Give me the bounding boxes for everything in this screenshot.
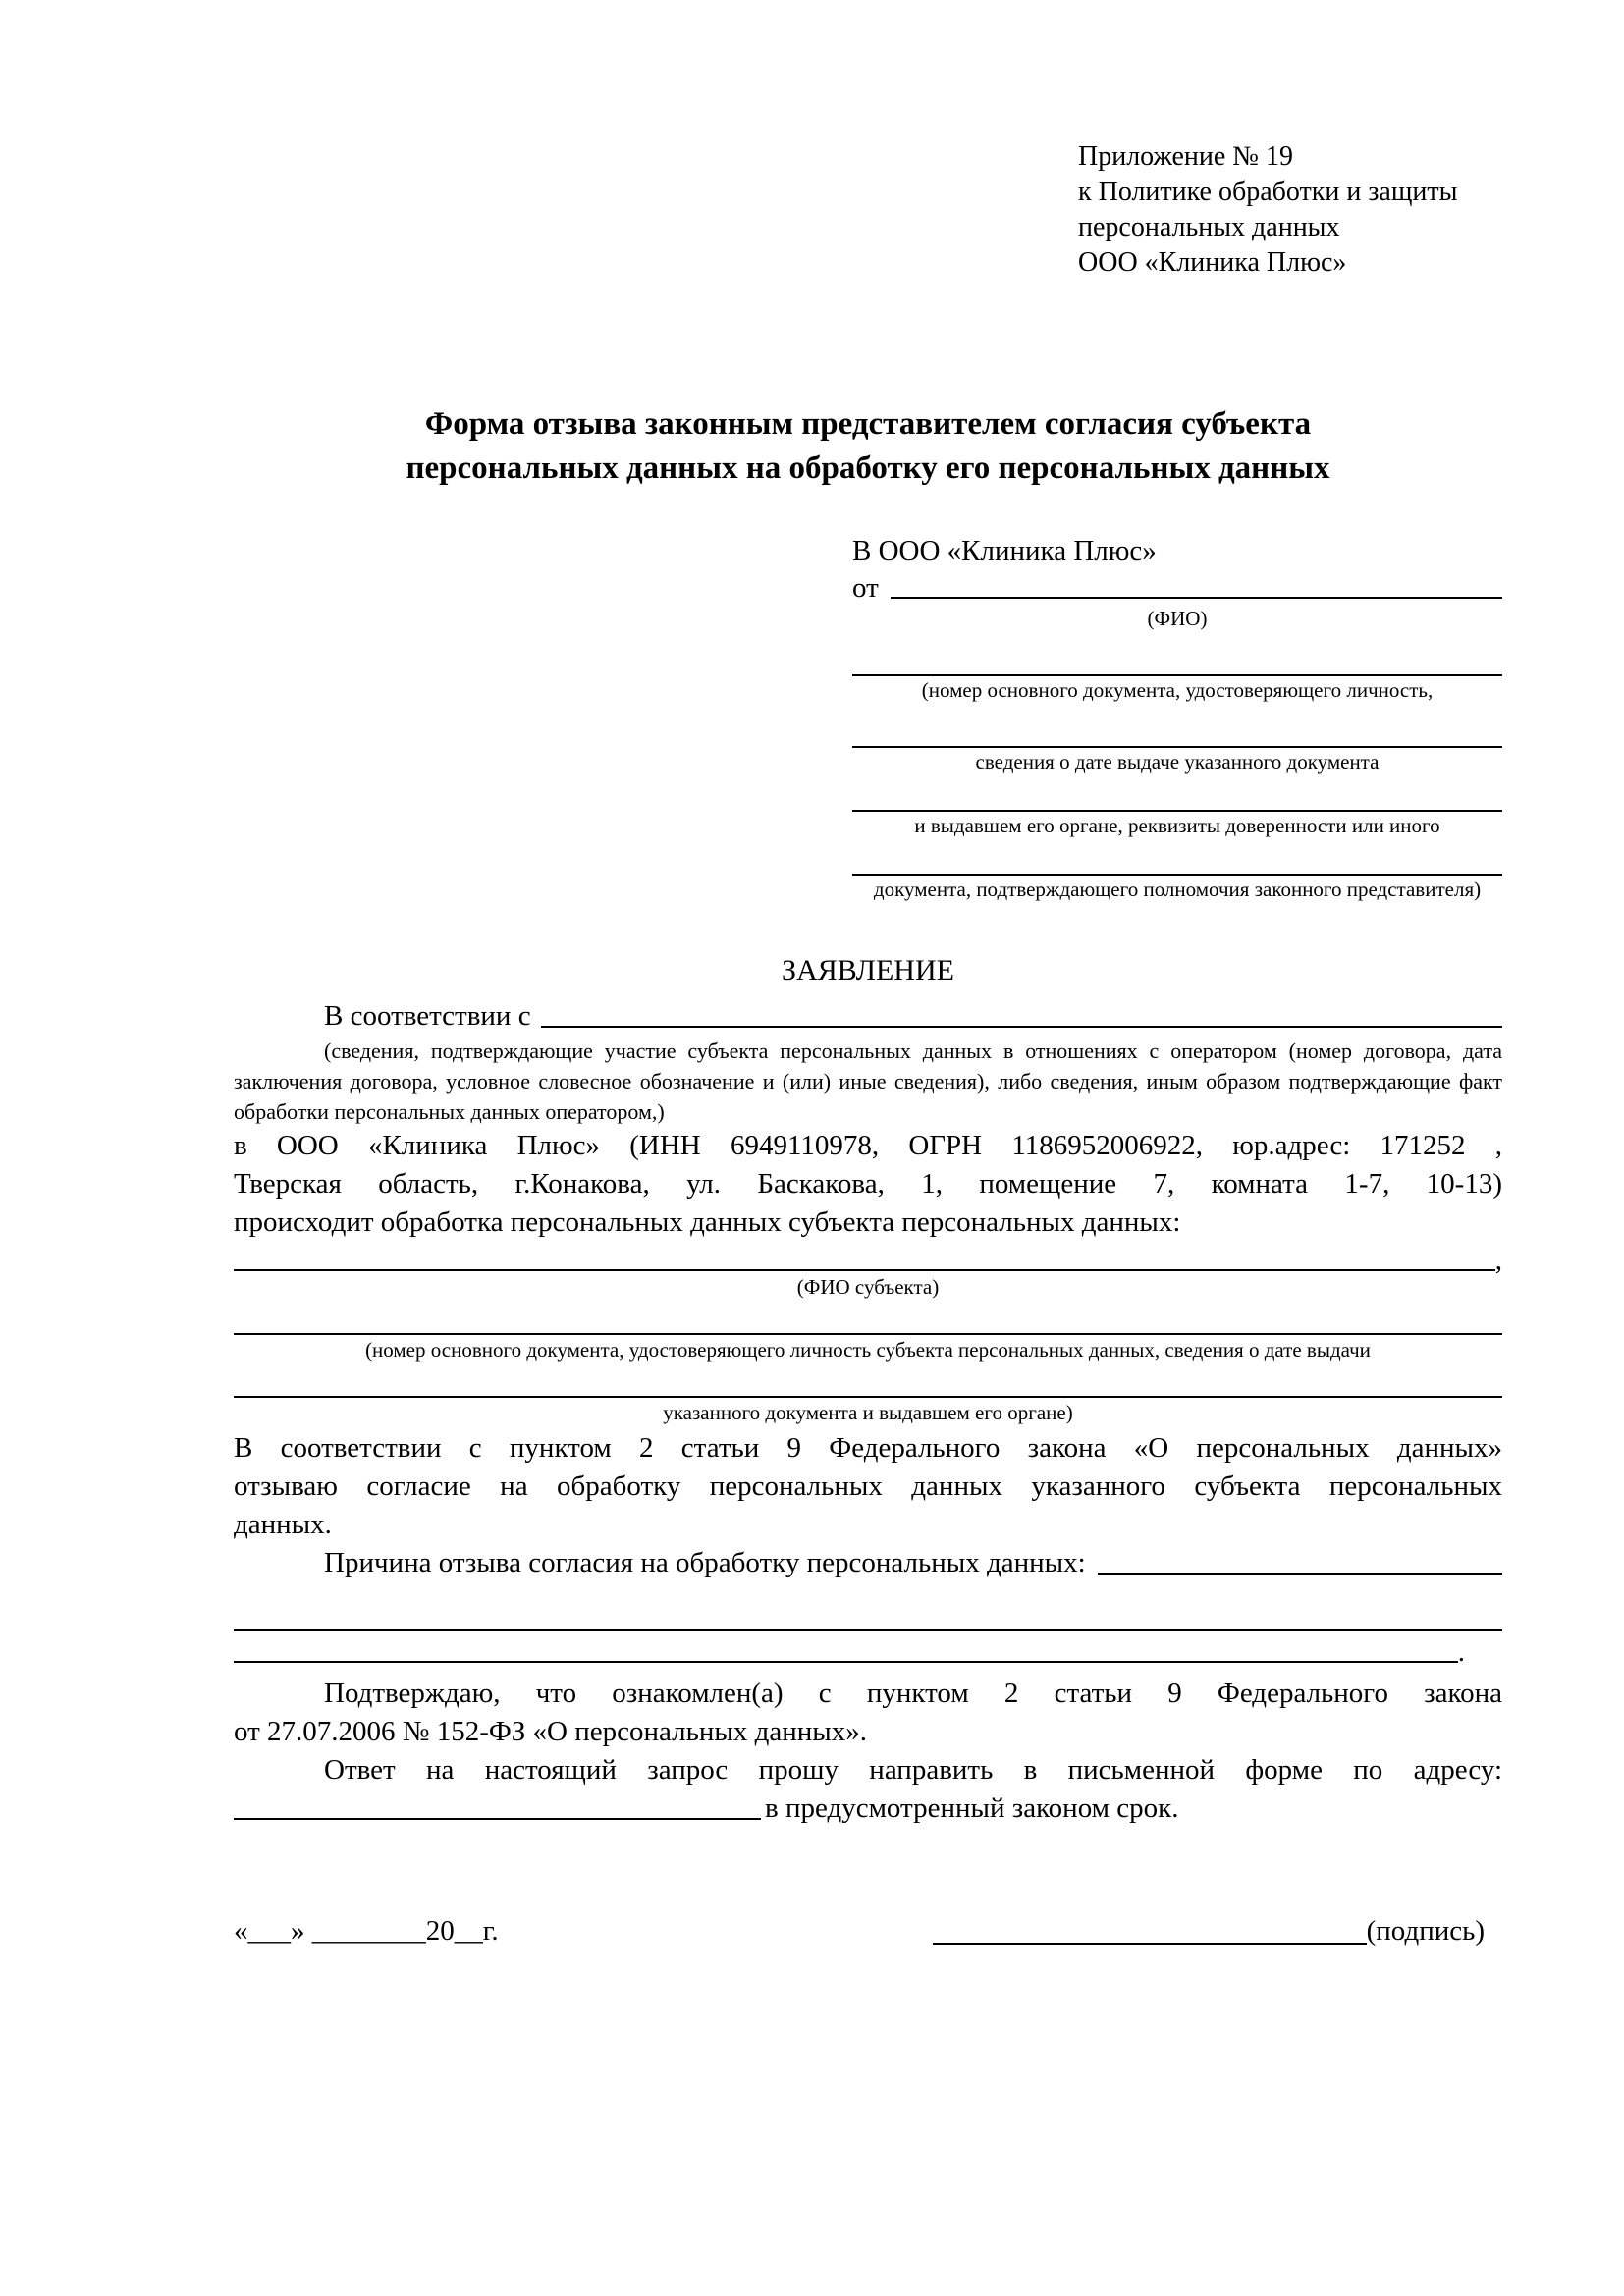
withdrawal-paragraph (234, 1429, 1502, 1544)
basis-note-line-1: (сведения, подтверждающие участие субъекта персональных данных в отношениях с оператором (номер договора, дата (324, 1039, 1502, 1063)
withdrawal-line-3: данных. (234, 1509, 332, 1540)
subject-doc-caption-2: указанного документа и выдавшем его органе) (663, 1401, 1073, 1424)
subject-fio-caption: (ФИО субъекта) (796, 1275, 940, 1299)
signature-caption: (подпись) (1366, 1915, 1485, 1947)
appendix-block (1078, 139, 1502, 281)
confirmation-paragraph (234, 1675, 1502, 1751)
reason-fill-line-1[interactable] (1098, 1573, 1502, 1575)
answer-paragraph (234, 1751, 1502, 1828)
answer-row-2 (234, 1789, 1502, 1828)
representative-fio-fill-line[interactable] (891, 597, 1502, 599)
subject-doc-fill-line-2[interactable] (234, 1362, 1502, 1398)
basis-note-line-3: обработки персональных данных оператором,) (234, 1099, 665, 1124)
reason-row (234, 1544, 1502, 1582)
reason-fill-line-2[interactable] (234, 1582, 1502, 1631)
form-title-line-1: Форма отзыва законным представителем согласия субъекта (424, 406, 1312, 442)
authority-doc-fill-line[interactable] (852, 838, 1502, 876)
withdrawal-line-1: В соответствии с пунктом 2 статьи 9 Федерального закона «О персональных данных» (234, 1432, 1502, 1464)
from-label: от (852, 572, 879, 604)
confirmation-line-1: Подтверждаю, что ознакомлен(а) с пунктом 2 статьи 9 Федерального закона (324, 1678, 1502, 1709)
basis-label: В соответствии с (324, 1000, 531, 1032)
answer-line-1: Ответ на настоящий запрос прошу направить в письменной форме по адресу: (324, 1754, 1502, 1786)
operator-paragraph-line-2: Тверская область, г.Конакова, ул. Баскакова, 1, помещение 7, комната 1-7, 10-13) (234, 1168, 1502, 1200)
withdrawal-line-2: отзываю согласие на обработку персональных данных указанного субъекта персональных (234, 1470, 1502, 1502)
doc-number-fill-line[interactable] (852, 631, 1502, 676)
addressee-block (852, 532, 1502, 902)
issuing-authority-fill-line[interactable] (852, 774, 1502, 812)
signature-area (933, 1912, 1485, 1950)
fio-caption: (ФИО) (1147, 607, 1208, 630)
subject-doc-fill-line-1[interactable] (234, 1300, 1502, 1335)
answer-line-2-text: в предусмотренный законом срок. (765, 1792, 1179, 1824)
reason-label: Причина отзыва согласия на обработку персональных данных: (324, 1547, 1086, 1578)
form-title (234, 402, 1502, 491)
basis-note-line-2: заключения договора, условное словесное обозначение и (или) иные сведения), либо сведения, иным образом подтверждающие факт (234, 1069, 1502, 1094)
subject-doc-caption-1: (номер основного документа, удостоверяющего личность субъекта персональных данных, сведения о дате выдачи (365, 1338, 1371, 1362)
statement-heading: ЗАЯВЛЕНИЕ (782, 954, 954, 987)
representative-authority-caption: документа, подтверждающего полномочия законного представителя) (873, 878, 1482, 901)
appendix-line-2: к Политике обработки и защиты (1078, 177, 1458, 207)
trailing-comma: , (1494, 1245, 1502, 1276)
issuing-authority-caption: и выдавшем его органе, реквизиты доверенности или иного (914, 814, 1440, 837)
confirmation-line-2: от 27.07.2006 № 152-ФЗ «О персональных данных». (234, 1716, 868, 1747)
document-content (234, 0, 1502, 1950)
appendix-line-1: Приложение № 19 (1078, 141, 1293, 172)
issue-date-fill-line[interactable] (852, 703, 1502, 748)
form-title-line-2: персональных данных на обработку его персональных данных (406, 451, 1330, 486)
appendix-line-4: ООО «Клиника Плюс» (1078, 247, 1347, 278)
basis-fill-line[interactable] (541, 1026, 1502, 1028)
reason-fill-row-3 (234, 1631, 1465, 1667)
subject-fio-fill-line[interactable] (234, 1269, 1495, 1271)
doc-number-caption: (номер основного документа, удостоверяющего личность, (921, 678, 1434, 702)
trailing-period: . (1457, 1636, 1465, 1668)
subject-fio-row (234, 1246, 1502, 1275)
operator-paragraph (234, 1127, 1502, 1242)
signature-fill-line[interactable] (933, 1943, 1367, 1945)
appendix-line-3: персональных данных (1078, 212, 1340, 242)
from-row (852, 569, 1502, 607)
operator-paragraph-line-3: происходит обработка персональных данных субъекта персональных данных: (234, 1206, 1181, 1238)
addressee-org: В ООО «Клиника Плюс» (852, 535, 1157, 566)
signature-row (234, 1912, 1502, 1950)
basis-note (234, 1036, 1502, 1127)
address-fill-line[interactable] (234, 1818, 761, 1820)
date-stamp: «___» ________20__г. (234, 1915, 499, 1947)
basis-row (234, 997, 1502, 1036)
issue-date-caption: сведения о дате выдаче указанного документа (975, 750, 1380, 774)
operator-paragraph-line-1: в ООО «Клиника Плюс» (ИНН 6949110978, ОГРН 1186952006922, юр.адрес: 171252 , (234, 1130, 1502, 1161)
reason-fill-line-3[interactable] (234, 1661, 1458, 1663)
